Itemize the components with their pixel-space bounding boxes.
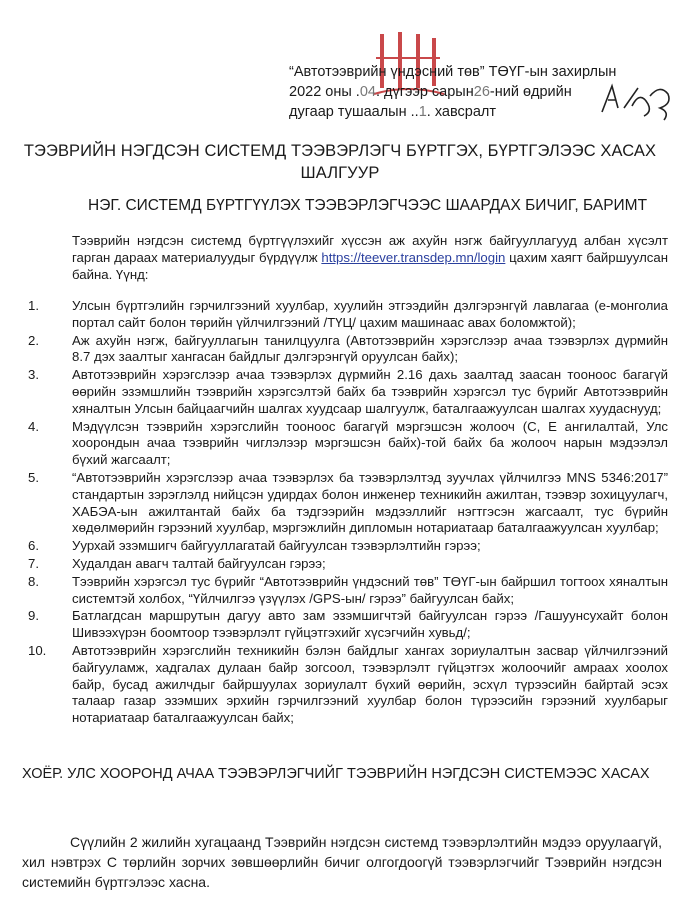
- list-item: [28, 333, 668, 367]
- item-number: 5.: [28, 469, 39, 485]
- attachment-line-1: “Автотээврийн үндэсний төв” ТӨҮГ-ын захирлын: [289, 64, 617, 80]
- list-item: [28, 538, 668, 555]
- attachment-year: 2022 оны .: [289, 84, 360, 100]
- list-item: [28, 556, 668, 573]
- item-number: 9.: [28, 608, 39, 624]
- list-item: [28, 298, 668, 332]
- section-1-intro: [72, 232, 668, 283]
- document-title: ТЭЭВРИЙН НЭГДСЭН СИСТЕМД ТЭЭВЭРЛЭГЧ БҮРТГЭХ, БҮРТГЭЛЭЭС ХАСАХ ШАЛГУУР: [23, 142, 657, 182]
- item-text: Мэдүүлсэн тээврийн хэрэгслийн тооноос багагүй мэргэшсэн жолооч (С, Е ангилалтай, Улс хоорондын ачаа тээврийн чиглэлээр мэргэшсэн байх)-той байх ба жолооч нарын мэдээлэл бүхий жагсаалт;: [72, 418, 668, 468]
- attachment-note: [289, 62, 669, 122]
- attachment-month: 04: [359, 84, 376, 100]
- list-item: [28, 419, 668, 469]
- list-item: [28, 367, 668, 417]
- item-text: Тээврийн хэрэгсэл тус бүрийг “Автотээврийн үндэсний төв” ТӨҮГ-ын байршил тогтоох хяналтын системтэй холбох, “Үйлчилгээ үзүүлэх /GPS-ын/ гэрээ” байгуулсан байх;: [72, 573, 668, 606]
- item-text: “Автотээврийн хэрэгслээр ачаа тээвэрлэх ба тээвэрлэлтэд зуучлах үйлчилгээ MNS 5346:2017” стандартын зэрэглэлд нийцсэн удирдах болон инженер техникийн ажилтан, тээвэр зохицуулагч, ХАБЭА-ын ажилтантай байх ба тэдгээрийн мэдээллийг нэгтгэсэн жагсаалт, тус бүрийн хөдөлмөрийн гэрээний хуулбар, мэргэжлийн дипломын нотариатаар баталгаажуулсан хуулбар;: [72, 469, 668, 536]
- list-item: [28, 643, 668, 727]
- item-number: 8.: [28, 573, 39, 589]
- item-number: 2.: [28, 332, 39, 348]
- list-item: [28, 574, 668, 608]
- item-text: Автотээврийн хэрэгслийн техникийн бэлэн байдлыг хангах зориулалтын засвар үйлчилгээний байгууламж, хадгалах дулаан байр зогсоол, тээвэрлэлт гүйцэтгэх жолоочийг амраах хоолох байр, бусад ажилчдыг байршуулах зориулалт бүхий өөрийн, эсхүл түрээсийн байртай эсэх талаар газар эзэмших эрхийн гэрчилгээний хуулбар болон түрээсийн гэрээний хуулбарыг нотариатаар баталгаажуулсан байх;: [72, 642, 668, 726]
- item-number: 3.: [28, 367, 39, 383]
- list-item: [28, 470, 668, 537]
- attachment-day-label: -ний өдрийн: [489, 84, 572, 100]
- item-text: Батлагдсан маршрутын дагуу авто зам эзэмшигчтэй байгуулсан гэрээ /Гашуунсухайт болон Шивээхүрэн боомтоор тээвэрлэлт гүйцэтгэхийг хүсэгчийн хувьд/;: [72, 608, 668, 641]
- item-text: Автотээврийн хэрэгслээр ачаа тээвэрлэх дүрмийн 2.16 дахь заалтад заасан тооноос багагүй өөрийн эзэмшлийн тээврийн хэрэгсэлтэй байх ба тээврийн хэрэгсэл тус бүрийг Автотээврийн хяналтын Улсын байцаагчийн шалгах хуудсаар шалгуулж, баталгаажуулсан шалгах хуудаснууд;: [72, 367, 668, 416]
- item-text: Худалдан авагч талтай байгуулсан гэрээ;: [72, 555, 326, 571]
- intro-text: Тээврийн нэгдсэн системд бүртгүүлэхийг хүссэн аж ахуйн нэгж байгууллагууд албан хүсэлт гарган дараах материалуудыг бүрдүүлж: [72, 233, 668, 265]
- item-text: Улсын бүртгэлийн гэрчилгээний хуулбар, хуулийн этгээдийн дэлгэрэнгүй лавлагаа (е-монголиа портал сайт болон төрийн үйлчилгээний /ТҮЦ/ цахим машинаас авах боломжтой);: [72, 298, 668, 330]
- section-2-body: Сүүлийн 2 жилийн хугацаанд Тээврийн нэгдсэн системд тээвэрлэлтийн мэдээ оруулаагүй, хил нэвтрэх С төрлийн зорчих зөвшөөрлийн бичиг олгогдоогүй тээвэрлэгчийг Тээврийн нэгдсэн системийн бүртгэлээс хасна.: [22, 834, 662, 890]
- attachment-month-label: . дүгээр сарын: [375, 84, 474, 100]
- intro-text-end: цахим хаягт байршуулсан байна. Үүнд:: [72, 250, 668, 282]
- item-number: 4.: [28, 418, 39, 434]
- section-2-title: ХОЁР. УЛС ХООРОНД АЧАА ТЭЭВЭРЛЭГЧИЙГ ТЭЭВРИЙН НЭГДСЭН СИСТЕМЭЭС ХАСАХ: [22, 766, 650, 782]
- item-text: Уурхай эзэмшигч байгууллагатай байгуулсан тээвэрлэлтийн гэрээ;: [72, 538, 481, 554]
- requirements-list: [28, 298, 668, 728]
- attachment-order-label: дугаар тушаалын ..: [289, 104, 419, 120]
- section-1-title: НЭГ. СИСТЕМД БҮРТГҮҮЛЭХ ТЭЭВЭРЛЭГЧЭЭС ШААРДАХ БИЧИГ, БАРИМТ: [88, 197, 648, 214]
- registration-link[interactable]: https://teever.transdep.mn/login: [321, 250, 506, 265]
- attachment-suffix: . хавсралт: [426, 104, 497, 120]
- item-number: 1.: [28, 298, 39, 313]
- list-item: [28, 608, 668, 642]
- item-text: Аж ахуйн нэгж, байгууллагын танилцуулга (Автотээврийн хэрэгслээр ачаа тээвэрлэх дүрмийн 8.7 дэх заалтыг хангасан байдлыг дэлгэрэнгүй оруулсан байх);: [72, 332, 668, 365]
- attachment-line-2: [289, 82, 669, 102]
- attachment-day: 26: [473, 84, 490, 100]
- item-number: 6.: [28, 538, 39, 554]
- item-number: 10.: [28, 642, 47, 658]
- attachment-order-number: 1: [418, 104, 427, 120]
- attachment-line-3: [289, 102, 669, 122]
- item-number: 7.: [28, 555, 39, 571]
